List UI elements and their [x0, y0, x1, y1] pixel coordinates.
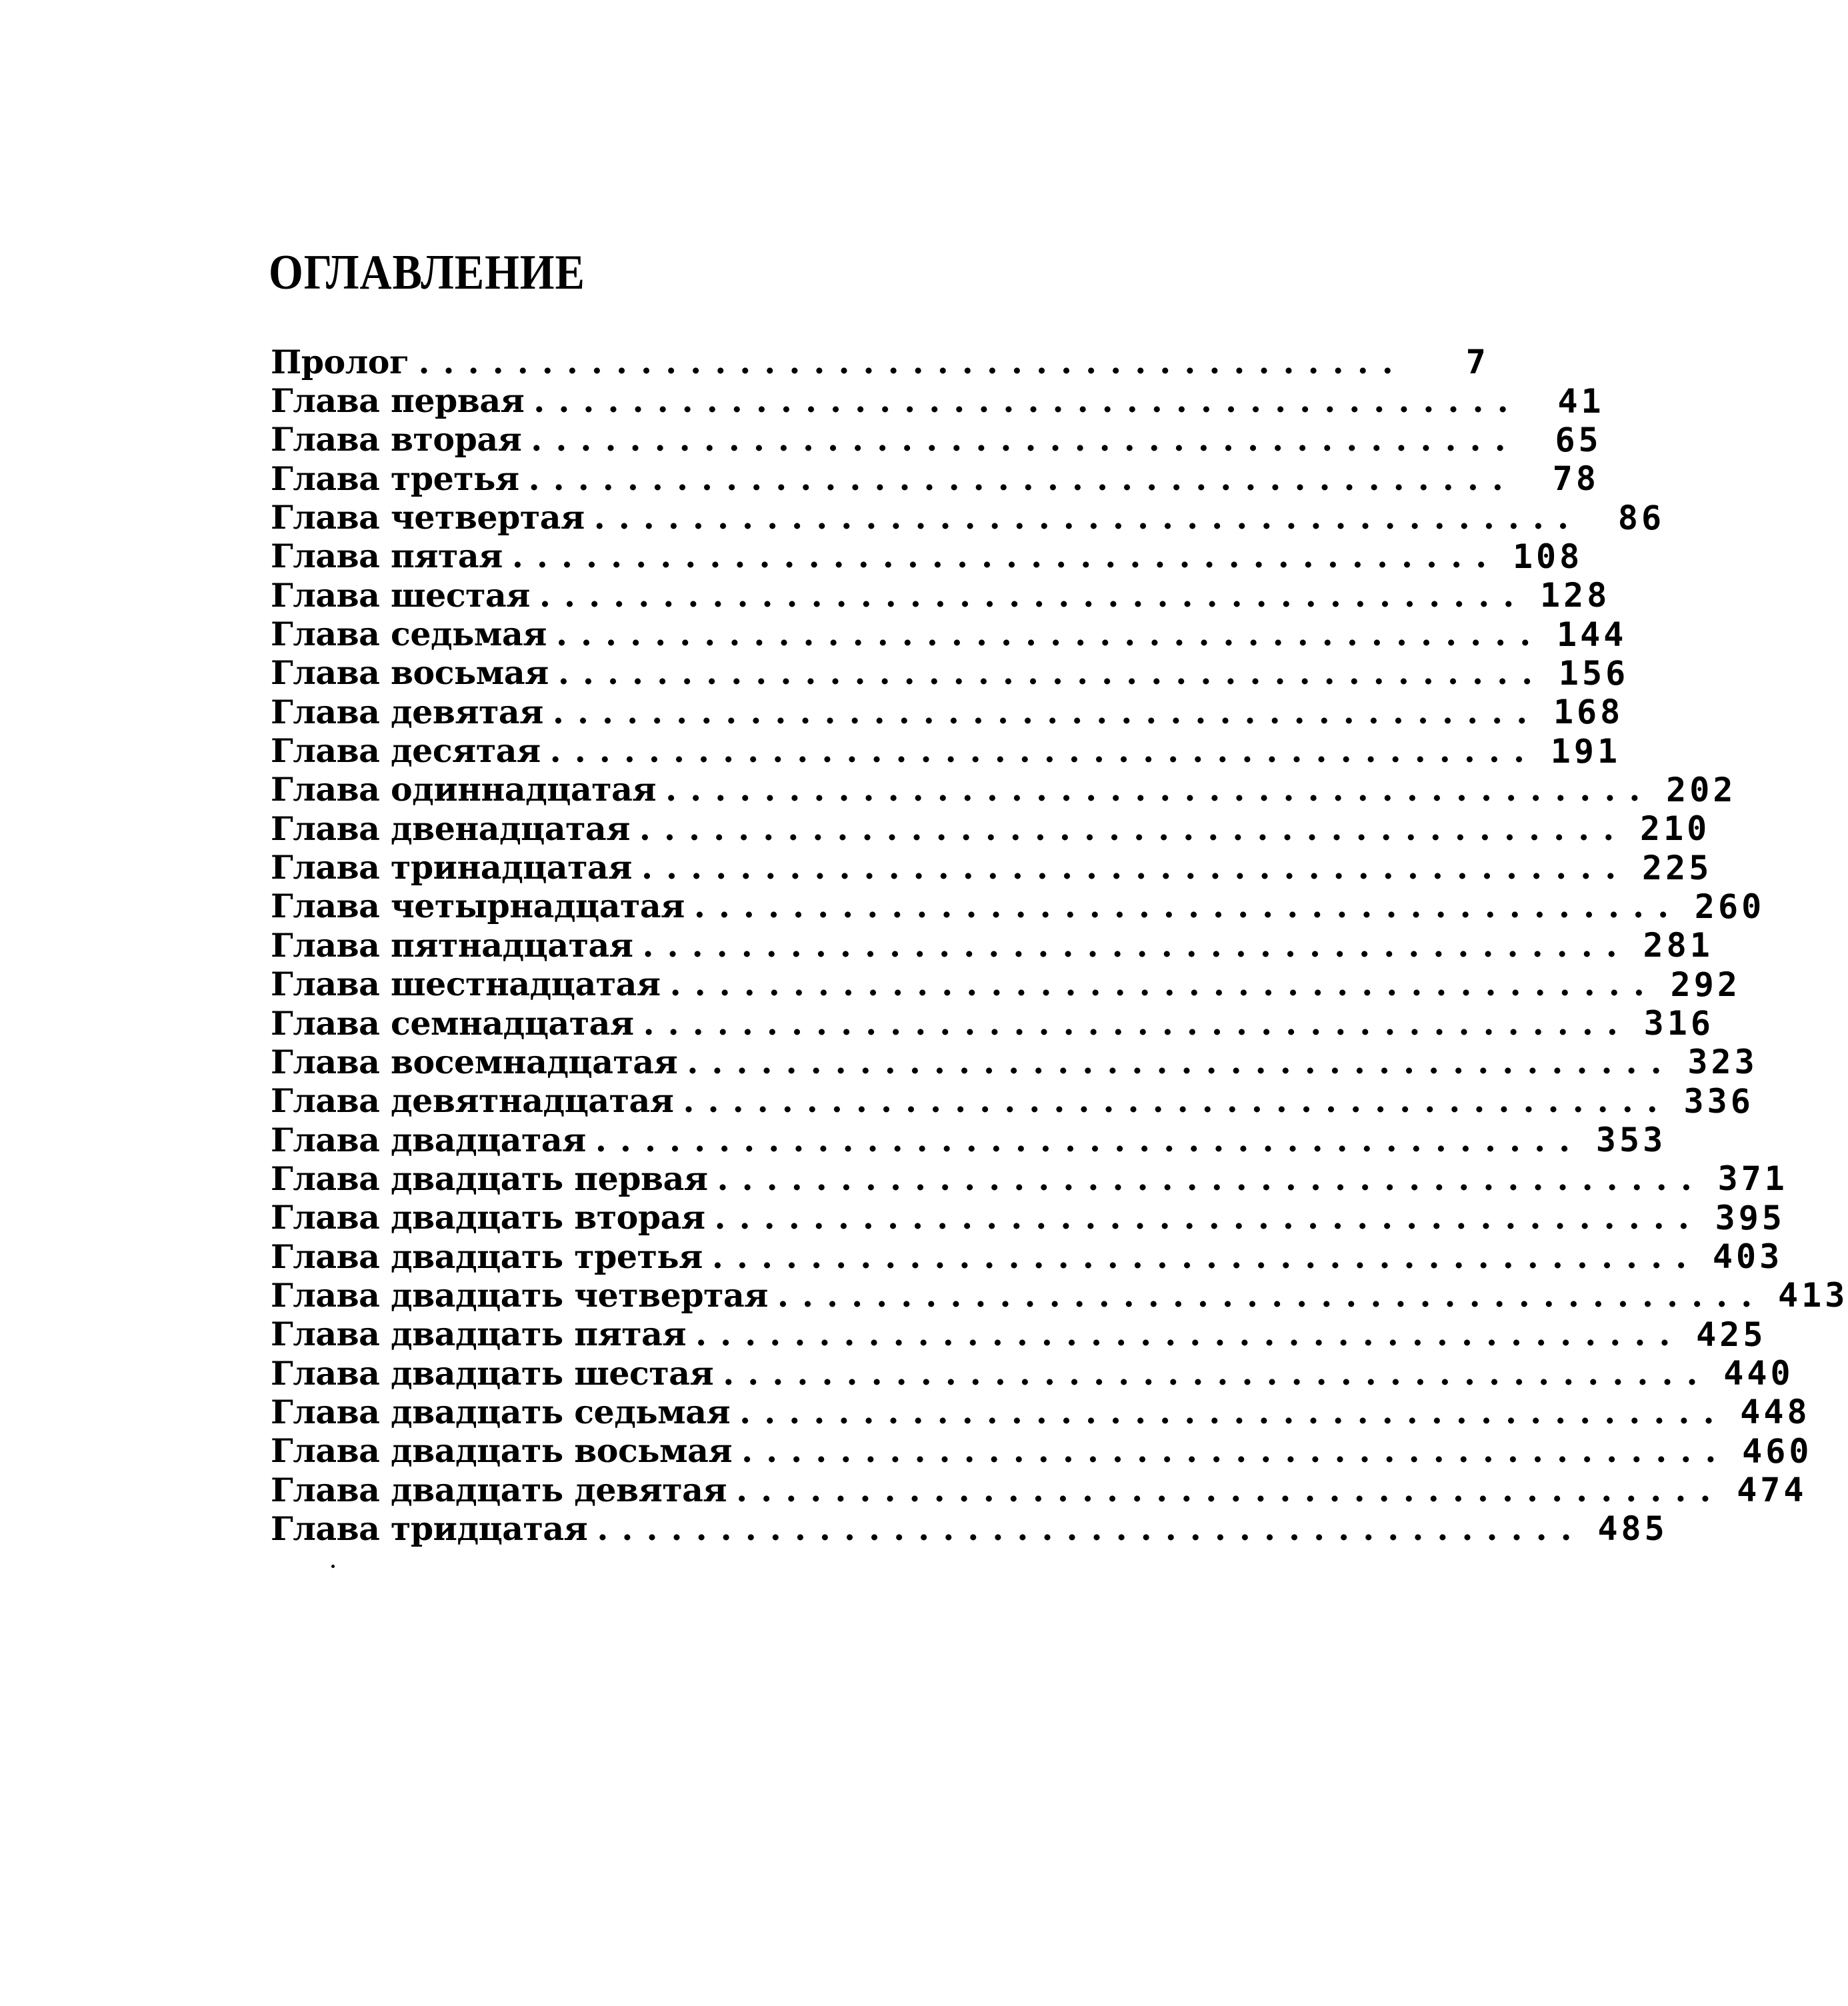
- toc-dot-leader: ........................................: [555, 615, 1545, 654]
- toc-entry-label: Глава двадцатая: [271, 1120, 586, 1159]
- toc-entry-label: Глава пятнадцатая: [271, 925, 633, 965]
- toc-entry: [271, 1081, 1754, 1121]
- toc-entry-label: Глава двадцать девятая: [271, 1470, 727, 1509]
- toc-dot-leader: ........................................: [687, 1042, 1675, 1081]
- toc-dot-leader: ........................................: [511, 537, 1501, 576]
- toc-dot-leader: ........................................: [595, 1120, 1584, 1159]
- toc-entry-label: Глава четырнадцатая: [271, 887, 685, 926]
- toc-dot-leader: ........................................: [741, 1431, 1730, 1471]
- toc-entry-page-number: 353: [1595, 1121, 1667, 1160]
- toc-dot-leader: ........................................: [683, 1081, 1671, 1121]
- toc-entry: [271, 575, 1611, 615]
- toc-entry-page-number: 403: [1712, 1237, 1783, 1277]
- toc-entry-page-number: 41: [1557, 381, 1605, 421]
- toc-dot-leader: ........................................: [714, 1198, 1703, 1237]
- toc-entry: [271, 1392, 1811, 1432]
- toc-entry-page-number: 316: [1643, 1004, 1714, 1043]
- toc-entry-page-number: 474: [1737, 1471, 1807, 1510]
- toc-entry-label: Глава тридцатая: [271, 1509, 588, 1548]
- toc-entry: [271, 848, 1713, 887]
- toc-entry-label: Глава одиннадцатая: [271, 770, 657, 809]
- toc-entry-label: Глава десятая: [271, 731, 541, 771]
- toc-entry-label: Глава вторая: [271, 420, 522, 459]
- toc-entry-label: Глава двадцать седьмая: [271, 1392, 731, 1431]
- toc-entry: [271, 1431, 1813, 1471]
- toc-entry-page-number: 395: [1715, 1198, 1785, 1237]
- toc-entry-page-number: 440: [1723, 1354, 1794, 1393]
- toc-entry: [271, 653, 1629, 693]
- toc-entry: [271, 925, 1713, 965]
- toc-entry-page-number: 371: [1717, 1159, 1788, 1199]
- toc-dot-leader: ........................................: [643, 1003, 1631, 1043]
- toc-entry: [271, 809, 1711, 849]
- toc-entry-label: Глава двадцать третья: [271, 1237, 703, 1276]
- toc-entry-page-number: 323: [1687, 1043, 1758, 1082]
- toc-dot-leader: ........................................: [711, 1237, 1701, 1276]
- toc-dot-leader: ........................................: [593, 498, 1583, 537]
- toc-dot-leader: ........................................: [777, 1275, 1766, 1315]
- toc-entry-page-number: 7: [1465, 343, 1489, 382]
- toc-entry-page-number: 292: [1670, 965, 1741, 1004]
- toc-entry-page-number: 281: [1643, 926, 1713, 965]
- toc-entry-page-number: 485: [1597, 1509, 1668, 1549]
- toc-dot-leader: ........................................: [736, 1470, 1725, 1509]
- toc-entry: [271, 770, 1737, 809]
- toc-entry-label: Глава двадцать шестая: [271, 1353, 714, 1393]
- toc-entry: [271, 381, 1605, 421]
- toc-dot-leader: ........................................: [695, 1315, 1684, 1354]
- toc-entry-label: Глава четвертая: [271, 498, 585, 537]
- toc-dot-leader: ........................................: [552, 692, 1541, 731]
- toc-dot-leader: ........................................: [739, 1392, 1728, 1431]
- toc-entry-label: Глава двадцать вторая: [271, 1198, 705, 1237]
- toc-entry: [271, 1003, 1714, 1043]
- toc-entry-label: Глава девятая: [271, 692, 543, 731]
- toc-entry-page-number: 448: [1740, 1393, 1811, 1432]
- toc-entry: [271, 1042, 1758, 1082]
- toc-entry-label: Пролог: [271, 342, 409, 381]
- toc-dot-leader: ........................................: [642, 925, 1631, 965]
- toc-entry: [271, 498, 1665, 537]
- toc-entry-page-number: 78: [1552, 459, 1599, 499]
- toc-entry-page-number: 65: [1555, 420, 1602, 459]
- toc-entry-label: Глава тринадцатая: [271, 848, 632, 887]
- toc-dot-leader: ........................................: [539, 575, 1528, 615]
- toc-entry-page-number: 86: [1617, 498, 1665, 537]
- toc-entry-page-number: 425: [1696, 1315, 1767, 1354]
- toc-entry-label: Глава двадцать первая: [271, 1159, 708, 1198]
- toc-entry: [271, 887, 1765, 926]
- toc-entry-page-number: 144: [1557, 615, 1627, 654]
- toc-dot-leader: ........................................: [533, 381, 1522, 421]
- toc-entry: [271, 1237, 1783, 1277]
- toc-entry: [271, 731, 1621, 771]
- toc-dot-leader: ........................................: [597, 1509, 1585, 1548]
- toc-entry-page-number: 336: [1683, 1081, 1754, 1121]
- toc-title: ОГЛАВЛЕНИЕ: [269, 245, 585, 300]
- toc-entry-page-number: 225: [1642, 848, 1713, 887]
- toc-entry-label: Глава шестнадцатая: [271, 965, 661, 1004]
- toc-entry-label: Глава двадцать восьмая: [271, 1431, 733, 1471]
- toc-dot-leader: ........................................: [557, 653, 1547, 693]
- toc-dot-leader: ........................................: [641, 848, 1630, 887]
- toc-entry: [271, 1275, 1848, 1315]
- toc-entry-label: Глава семнадцатая: [271, 1003, 634, 1043]
- toc-entry-label: Глава шестая: [271, 575, 530, 615]
- toc-dot-leader: ........................................: [418, 342, 1407, 381]
- print-speck: [331, 1565, 335, 1568]
- toc-list: [271, 342, 1848, 1549]
- toc-dot-leader: ........................................: [528, 459, 1517, 498]
- toc-entry: [271, 1353, 1794, 1393]
- toc-dot-leader: ........................................: [717, 1159, 1705, 1198]
- toc-entry-label: Глава восемнадцатая: [271, 1042, 678, 1081]
- toc-entry-label: Глава двадцать пятая: [271, 1315, 687, 1354]
- toc-entry-page-number: 460: [1742, 1431, 1813, 1471]
- toc-entry: [271, 537, 1583, 576]
- toc-entry-label: Глава восьмая: [271, 653, 549, 693]
- toc-entry: [271, 420, 1602, 459]
- toc-entry-page-number: 260: [1694, 887, 1765, 926]
- toc-dot-leader: ........................................: [669, 965, 1658, 1004]
- toc-entry: [271, 1509, 1668, 1549]
- toc-entry: [271, 1470, 1807, 1510]
- toc-entry-page-number: 210: [1639, 809, 1711, 849]
- toc-entry-label: Глава пятая: [271, 537, 503, 576]
- toc-entry-page-number: 168: [1553, 693, 1624, 732]
- toc-entry-page-number: 108: [1512, 537, 1583, 576]
- toc-dot-leader: ........................................: [723, 1353, 1711, 1393]
- toc-entry-page-number: 128: [1540, 576, 1611, 615]
- toc-entry: [271, 459, 1599, 499]
- toc-entry: [271, 692, 1624, 732]
- toc-entry: [271, 1159, 1788, 1199]
- toc-entry: [271, 1315, 1767, 1354]
- toc-entry-label: Глава третья: [271, 459, 519, 498]
- toc-dot-leader: ........................................: [665, 770, 1654, 809]
- toc-dot-leader: ........................................: [531, 420, 1519, 459]
- toc-entry: [271, 615, 1627, 654]
- toc-dot-leader: ........................................: [693, 887, 1683, 926]
- toc-entry: [271, 342, 1489, 382]
- toc-entry-label: Глава двенадцатая: [271, 809, 630, 848]
- toc-entry: [271, 1120, 1667, 1160]
- toc-entry-label: Глава девятнадцатая: [271, 1081, 674, 1121]
- toc-entry-page-number: 413: [1777, 1276, 1848, 1315]
- toc-dot-leader: ........................................: [639, 809, 1628, 848]
- toc-entry: [271, 965, 1741, 1004]
- toc-dot-leader: ........................................: [549, 731, 1539, 771]
- toc-entry-page-number: 191: [1550, 731, 1621, 771]
- toc-entry-page-number: 156: [1558, 653, 1629, 693]
- toc-entry-label: Глава двадцать четвертая: [271, 1275, 768, 1315]
- toc-entry: [271, 1198, 1785, 1237]
- toc-entry-label: Глава седьмая: [271, 615, 547, 654]
- toc-entry-page-number: 202: [1666, 770, 1737, 809]
- toc-entry-label: Глава первая: [271, 381, 525, 421]
